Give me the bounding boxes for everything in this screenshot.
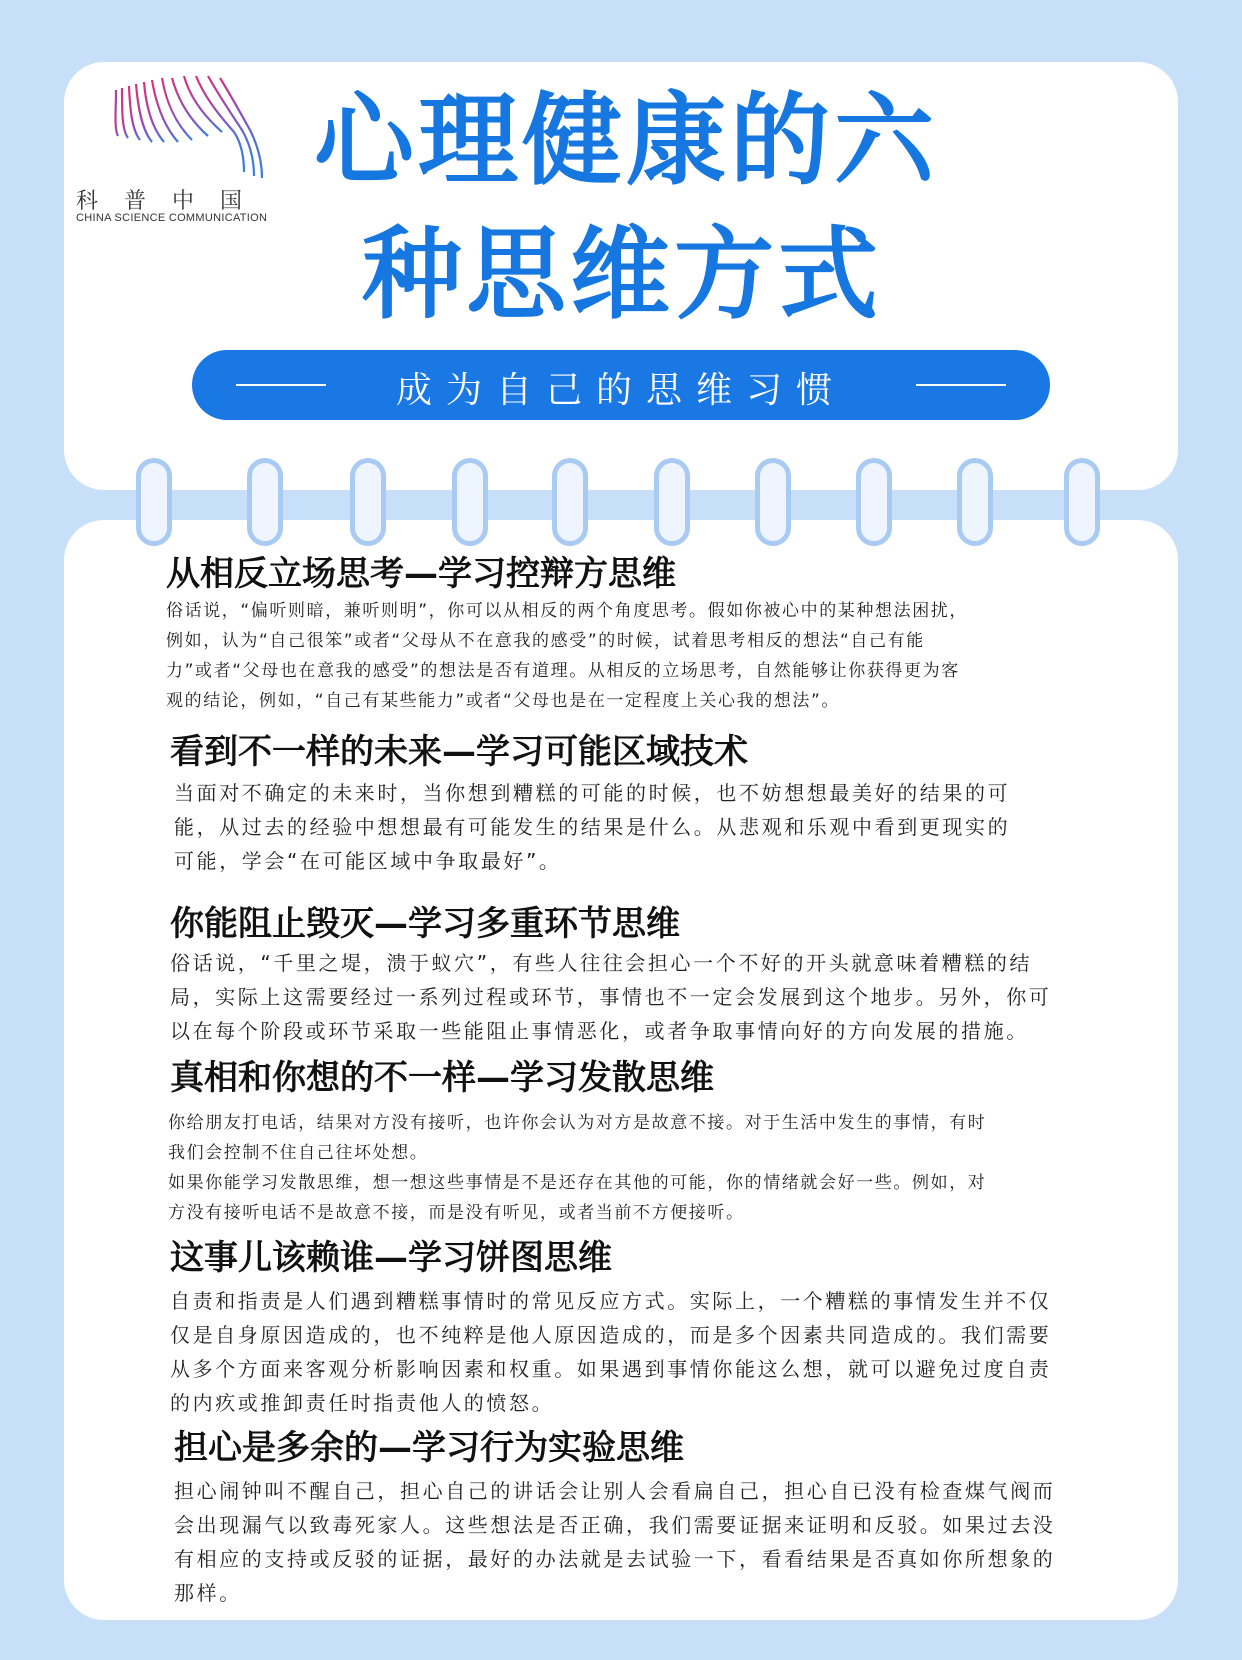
body-line: 你给朋友打电话，结果对方没有接听，也许你会认为对方是故意不接。对于生活中发生的事情，有时: [168, 1113, 987, 1133]
section-heading: 看到不一样的未来—学习可能区域技术: [170, 732, 748, 772]
section-heading: 真相和你想的不一样—学习发散思维: [170, 1058, 714, 1098]
body-line: 俗话说，“千里之堤，溃于蚁穴”，有些人往往会担心一个不好的开头就意味着糟糕的结: [170, 951, 1033, 975]
logo-english-name: CHINA SCIENCE COMMUNICATION: [76, 212, 268, 224]
logo-chinese-name: 科普中国: [76, 189, 269, 214]
section-body: [170, 1284, 1051, 1420]
body-line: 那样。: [174, 1581, 242, 1605]
body-line: 可能，学会“在可能区域中争取最好”。: [174, 849, 562, 873]
section-heading: 从相反立场思考—学习控辩方思维: [166, 554, 676, 594]
body-line: 会出现漏气以致毒死家人。这些想法是否正确，我们需要证据来证明和反驳。如果过去没: [174, 1513, 1056, 1537]
body-line: 从多个方面来客观分析影响因素和权重。如果遇到事情你能这么想，就可以避免过度自责: [170, 1357, 1052, 1381]
body-line: 如果你能学习发散思维，想一想这些事情是不是还存在其他的可能，你的情绪就会好一些。例如，对: [168, 1173, 987, 1193]
section-heading: 你能阻止毁灭—学习多重环节思维: [170, 904, 680, 944]
body-line: 俗话说，“偏听则暗，兼听则明”，你可以从相反的两个角度思考。假如你被心中的某种想法困扰，: [166, 601, 969, 621]
section-body: [166, 596, 968, 716]
body-line: 我们会控制不住自己往坏处想。: [168, 1143, 429, 1163]
body-line: 能，从过去的经验中想想最有可能发生的结果是什么。从悲观和乐观中看到更现实的: [174, 815, 1011, 839]
section-heading: 这事儿该赖谁—学习饼图思维: [170, 1238, 612, 1278]
body-line: 方没有接听电话不是故意不接，而是没有听见，或者当前不方便接听。: [168, 1203, 745, 1223]
body-line: 局，实际上这需要经过一系列过程或环节，事情也不一定会发展到这个地步。另外，你可: [170, 985, 1052, 1009]
body-line: 有相应的支持或反驳的证据，最好的办法就是去试验一下，看看结果是否真如你所想象的: [174, 1547, 1056, 1571]
body-line: 担心闹钟叫不醒自己，担心自己的讲话会让别人会看扁自己，担心自已没有检查煤气阀而: [174, 1479, 1056, 1503]
section-body: [174, 776, 1010, 878]
body-line: 观的结论，例如，“自己有某些能力”或者“父母也是在一定程度上关心我的想法”。: [166, 691, 841, 711]
subtitle-text: 成为自己的思维习惯: [395, 370, 846, 411]
section-body: [174, 1474, 1055, 1610]
body-line: 例如，认为“自己很笨”或者“父母从不在意我的感受”的时候，试着思考相反的想法“自己有能: [166, 631, 925, 651]
body-line: 以在每个阶段或环节采取一些能阻止事情恶化，或者争取事情向好的方向发展的措施。: [170, 1019, 1029, 1043]
body-line: 当面对不确定的未来时，当你想到糟糕的可能的时候，也不妨想想最美好的结果的可: [174, 781, 1011, 805]
section-body: [168, 1108, 986, 1228]
body-line: 自责和指责是人们遇到糟糕事情时的常见反应方式。实际上，一个糟糕的事情发生并不仅: [170, 1289, 1052, 1313]
body-line: 力”或者“父母也在意我的感受”的想法是否有道理。从相反的立场思考，自然能够让你获得更为客: [166, 661, 960, 681]
body-line: 仅是自身原因造成的，也不纯粹是他人原因造成的，而是多个因素共同造成的。我们需要: [170, 1323, 1052, 1347]
page-title-line-1: 心理健康的六: [314, 82, 938, 199]
page-title-line-2: 种思维方式: [362, 216, 882, 333]
section-heading: 担心是多余的—学习行为实验思维: [174, 1428, 684, 1468]
body-line: 的内疚或推卸责任时指责他人的愤怒。: [170, 1391, 555, 1415]
section-body: [170, 946, 1051, 1048]
